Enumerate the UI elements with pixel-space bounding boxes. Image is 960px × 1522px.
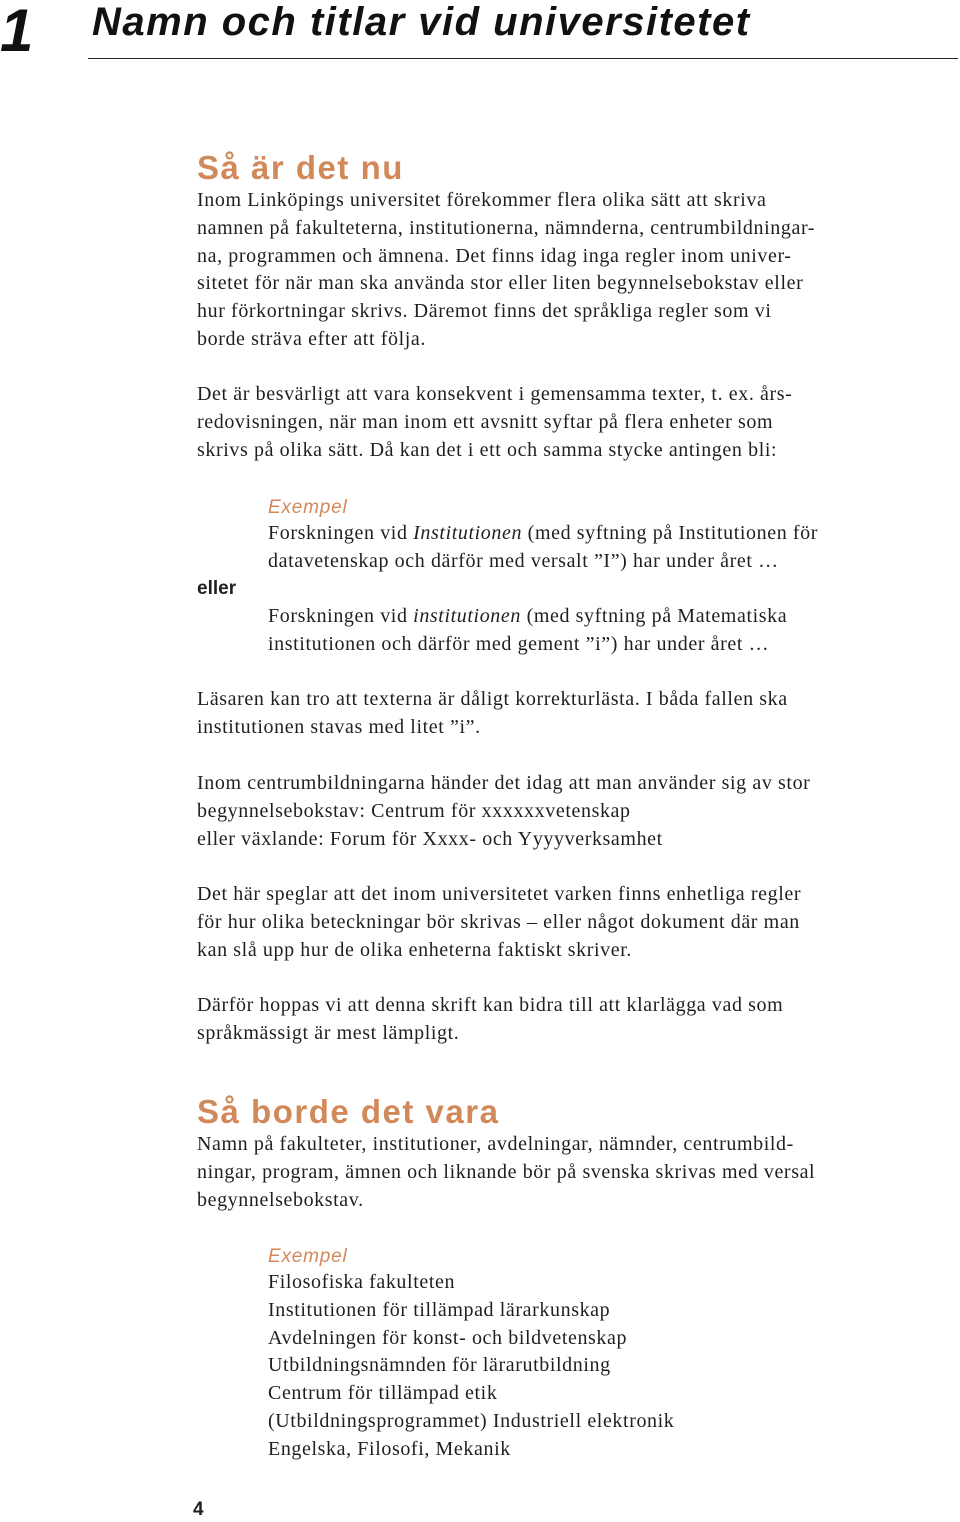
text-line: Därför hoppas vi att denna skrift kan bidra till att klarlägga vad som xyxy=(197,994,784,1016)
text-line: kan slå upp hur de olika enheterna faktiskt skriver. xyxy=(197,938,632,961)
example-2 xyxy=(268,603,958,659)
section1-paragraph-4 xyxy=(197,770,957,853)
example-text: (med syftning på Institutionen för xyxy=(522,522,819,544)
section1-paragraph-1 xyxy=(197,187,957,354)
example-list-item: Avdelningen för konst- och bildvetenskap xyxy=(268,1326,628,1349)
chapter-number: 1 xyxy=(0,0,34,64)
chapter-divider xyxy=(88,58,958,59)
section1-paragraph-2 xyxy=(197,381,957,464)
text-line: institutionen stavas med litet ”i”. xyxy=(197,715,481,738)
example-italic-term: Institutionen xyxy=(413,522,523,544)
example-list-item: Utbildningsnämnden för lärarutbildning xyxy=(268,1354,611,1377)
example-line xyxy=(268,520,958,548)
example-text: Forskningen vid xyxy=(268,522,414,544)
page-number: 4 xyxy=(193,1499,204,1520)
example-label: Exempel xyxy=(268,497,348,518)
text-line: skrivs på olika sätt. Då kan det i ett och samma stycke antingen bli: xyxy=(197,438,778,461)
text-line: Namn på fakulteter, institutioner, avdelningar, nämnder, centrumbild- xyxy=(197,1133,794,1155)
example-italic-term: institutionen xyxy=(413,605,521,627)
chapter-title: Namn och titlar vid universitetet xyxy=(92,0,751,44)
connector-word: eller xyxy=(197,578,237,599)
text-line: Det här speglar att det inom universitetet varken finns enhetliga regler xyxy=(197,883,802,905)
text-line: borde sträva efter att följa. xyxy=(197,327,426,350)
example-list-item: Centrum för tillämpad etik xyxy=(268,1382,498,1405)
text-line: na, programmen och ämnena. Det finns idag inga regler inom univer- xyxy=(197,244,792,267)
example-text: (med syftning på Matematiska xyxy=(520,605,788,627)
example-line: institutionen och därför med gement ”i”) har under året … xyxy=(268,632,770,655)
text-line: begynnelsebokstav. xyxy=(197,1188,364,1211)
text-line: Det är besvärligt att vara konsekvent i gemensamma texter, t. ex. års- xyxy=(197,383,793,405)
text-line: sitetet för när man ska använda stor eller liten begynnelsebokstav eller xyxy=(197,272,804,295)
section2-paragraph-1 xyxy=(197,1131,957,1214)
example-list-item: Filosofiska fakulteten xyxy=(268,1271,456,1293)
example-label: Exempel xyxy=(268,1246,348,1267)
text-line: Läsaren kan tro att texterna är dåligt korrekturlästa. I båda fallen ska xyxy=(197,688,788,710)
text-line: ningar, program, ämnen och liknande bör på svenska skrivas med versal xyxy=(197,1160,816,1183)
section1-paragraph-6 xyxy=(197,992,957,1048)
example-list-item: (Utbildningsprogrammet) Industriell elektronik xyxy=(268,1409,675,1432)
section1-paragraph-3 xyxy=(197,686,957,742)
text-line: för hur olika beteckningar bör skrivas – eller något dokument där man xyxy=(197,910,800,933)
section-heading-current: Så är det nu xyxy=(197,149,404,186)
text-line: begynnelsebokstav: Centrum för xxxxxxvetenskap xyxy=(197,799,631,822)
example-list xyxy=(268,1269,958,1464)
text-line: språkmässigt är mest lämpligt. xyxy=(197,1021,460,1044)
text-line: Inom centrumbildningarna händer det idag att man använder sig av stor xyxy=(197,772,811,794)
example-line xyxy=(268,603,958,631)
text-line: eller växlande: Forum för Xxxx- och Yyyyverksamhet xyxy=(197,827,663,850)
text-line: Inom Linköpings universitet förekommer flera olika sätt att skriva xyxy=(197,189,767,211)
example-list-item: Institutionen för tillämpad lärarkunskap xyxy=(268,1298,611,1321)
example-text: Forskningen vid xyxy=(268,605,414,627)
text-line: namnen på fakulteterna, institutionerna, nämnderna, centrumbildningar- xyxy=(197,216,816,239)
example-list-item: Engelska, Filosofi, Mekanik xyxy=(268,1437,511,1460)
section1-paragraph-5 xyxy=(197,881,957,964)
example-line: datavetenskap och därför med versalt ”I”) har under året … xyxy=(268,549,779,572)
text-line: hur förkortningar skrivs. Däremot finns det språkliga regler som vi xyxy=(197,300,772,323)
section-heading-recommended: Så borde det vara xyxy=(197,1093,500,1130)
example-1 xyxy=(268,520,958,576)
text-line: redovisningen, när man inom ett avsnitt syftar på flera enheter som xyxy=(197,410,774,433)
